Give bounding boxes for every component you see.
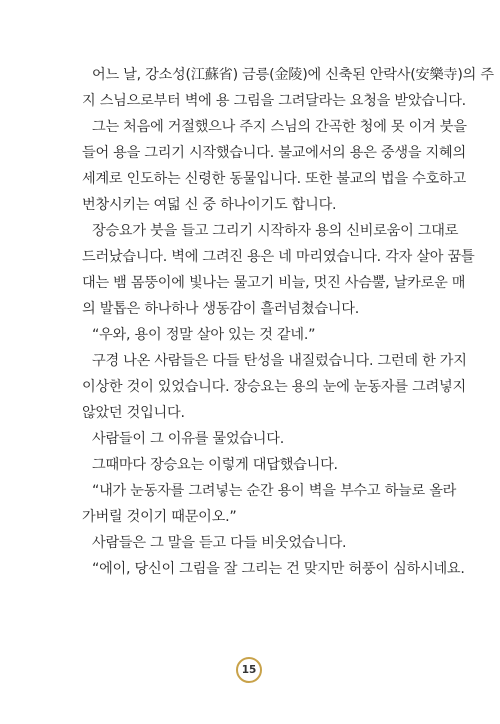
text-line: 번창시키는 여덟 신 중 하나이기도 합니다. [82, 197, 337, 213]
text-line: 장승요가 붓을 들고 그리기 시작하자 용의 신비로움이 그대로 [92, 223, 459, 239]
text-line: 의 발톱은 하나하나 생동감이 흘러넘쳤습니다. [82, 301, 359, 317]
text-line: 구경 나온 사람들은 다들 탄성을 내질렀습니다. 그런데 한 가지 [92, 353, 467, 369]
dialogue-line: “에이, 당신이 그림을 잘 그리는 건 맞지만 허풍이 심하시네요. [92, 561, 465, 577]
text-line: 이상한 것이 있었습니다. 장승요는 용의 눈에 눈동자를 그려넣지 [82, 379, 466, 395]
text-line: 드러났습니다. 벽에 그려진 용은 네 마리였습니다. 각자 살아 꿈틀 [82, 249, 475, 265]
text-line: 그는 처음에 거절했으나 주지 스님의 간곡한 청에 못 이겨 붓을 [92, 119, 467, 135]
dialogue-line: “우와, 용이 정말 살아 있는 것 같네.” [92, 327, 316, 343]
dialogue-line: 가버릴 것이기 때문이오.” [82, 509, 237, 525]
text-line: 그때마다 장승요는 이렇게 대답했습니다. [92, 457, 338, 473]
page-number-badge: 15 [236, 657, 262, 683]
text-line: 지 스님으로부터 벽에 용 그림을 그려달라는 요청을 받았습니다. [82, 93, 466, 109]
text-line: 않았던 것입니다. [82, 405, 185, 421]
text-line: 어느 날, 강소성(江蘇省) 금릉(金陵)에 신축된 안락사(安樂寺)의 주 [92, 67, 494, 83]
dialogue-line: “내가 눈동자를 그려넣는 순간 용이 벽을 부수고 하늘로 올라 [92, 483, 457, 499]
text-line: 사람들이 그 이유를 물었습니다. [92, 431, 284, 447]
body-text [82, 62, 494, 582]
text-line: 들어 용을 그리기 시작했습니다. 불교에서의 용은 중생을 지혜의 [82, 145, 466, 161]
text-line: 사람들은 그 말을 듣고 다들 비웃었습니다. [92, 535, 347, 551]
text-line: 세계로 인도하는 신령한 동물입니다. 또한 불교의 법을 수호하고 [82, 171, 466, 187]
text-line: 대는 뱀 몸뚱이에 빛나는 물고기 비늘, 멋진 사슴뿔, 날카로운 매 [82, 275, 466, 291]
